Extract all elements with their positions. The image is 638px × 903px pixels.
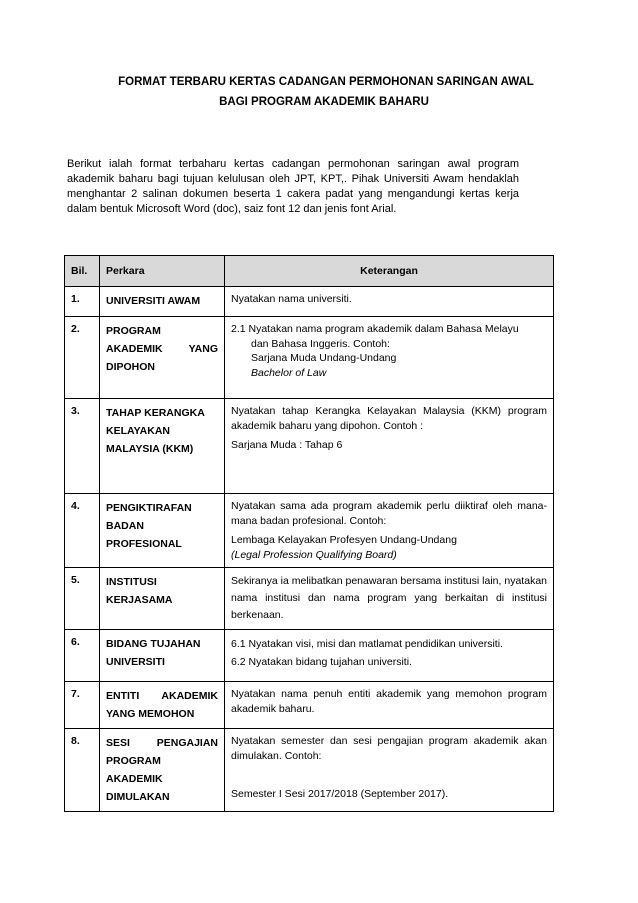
row-description: [225, 630, 554, 682]
row-number: 7.: [65, 682, 100, 729]
row-description: [225, 317, 554, 399]
table-row: [65, 682, 554, 729]
row-number: 8.: [65, 729, 100, 812]
description-line: 6.2 Nyatakan bidang tujahan universiti.: [231, 656, 412, 668]
row-description: [225, 399, 554, 494]
row-description: [225, 494, 554, 568]
description-line: Lembaga Kelayakan Profesyen Undang-Undang: [231, 534, 457, 546]
row-description: Sekiranya ia melibatkan penawaran bersama institusi lain, nyatakan nama institusi dan nama program yang berkaitan di institusi berkenaan.: [225, 568, 554, 630]
table-row: [65, 494, 554, 568]
row-number: 3.: [65, 399, 100, 494]
row-number: 1.: [65, 287, 100, 317]
table-row: [65, 568, 554, 630]
row-number: 6.: [65, 630, 100, 682]
description-line: Sarjana Muda : Tahap 6: [231, 439, 343, 451]
description-line: 6.1 Nyatakan visi, misi dan matlamat pendidikan universiti.: [231, 638, 503, 650]
row-item: PROGRAM AKADEMIK YANG DIPOHON: [100, 317, 225, 399]
header-perkara: Perkara: [100, 256, 225, 287]
description-line: Nyatakan semester dan sesi pengajian program akademik akan dimulakan. Contoh:: [231, 735, 547, 762]
table-row: [65, 317, 554, 399]
row-item: BIDANG TUJAHAN UNIVERSITI: [100, 630, 225, 682]
row-item: PENGIKTIRAFAN BADAN PROFESIONAL: [100, 494, 225, 568]
description-line: 2.1 Nyatakan nama program akademik dalam Bahasa Melayu: [231, 323, 519, 335]
table-header-row: [65, 256, 554, 287]
document-title-line-2: BAGI PROGRAM AKADEMIK BAHARU: [219, 96, 429, 108]
row-number: 2.: [65, 317, 100, 399]
description-line: Nyatakan sama ada program akademik perlu diiktiraf oleh mana-mana badan profesional. Contoh:: [231, 500, 547, 527]
row-number: 5.: [65, 568, 100, 630]
row-item: SESI PENGAJIAN PROGRAM AKADEMIK DIMULAKAN: [100, 729, 225, 812]
row-item: UNIVERSITI AWAM: [100, 287, 225, 317]
row-item: INSTITUSI KERJASAMA: [100, 568, 225, 630]
table-row: [65, 287, 554, 317]
row-description: [225, 729, 554, 812]
intro-paragraph: Berikut ialah format terbaharu kertas cadangan permohonan saringan awal program akademik baharu bagi tujuan kelulusan oleh JPT, KPT,. Pihak Universiti Awam hendaklah menghantar 2 salinan dokumen beserta 1 cakera padat yang mengandungi kertas kerja dalam bentuk Microsoft Word (doc), saiz font 12 dan jenis font Arial.: [67, 158, 519, 215]
header-bil: Bil.: [65, 256, 100, 287]
description-line: Nyatakan tahap Kerangka Kelayakan Malaysia (KKM) program akademik baharu yang dipohon. Contoh :: [231, 405, 547, 432]
header-keterangan: Keterangan: [225, 256, 554, 287]
row-number: 4.: [65, 494, 100, 568]
row-item: ENTITI AKADEMIK YANG MEMOHON: [100, 682, 225, 729]
description-line: Bachelor of Law: [251, 366, 327, 379]
table-row: [65, 729, 554, 812]
row-description: Nyatakan nama penuh entiti akademik yang memohon program akademik baharu.: [225, 682, 554, 729]
proposal-format-table: [64, 255, 554, 812]
description-line: Semester I Sesi 2017/2018 (September 2017).: [231, 788, 449, 800]
row-item: TAHAP KERANGKA KELAYAKAN MALAYSIA (KKM): [100, 399, 225, 494]
row-description: Nyatakan nama universiti.: [225, 287, 554, 317]
table-row: [65, 630, 554, 682]
description-line: (Legal Profession Qualifying Board): [231, 548, 397, 561]
document-title-line-1: FORMAT TERBARU KERTAS CADANGAN PERMOHONAN SARINGAN AWAL: [118, 76, 534, 88]
description-line: dan Bahasa Inggeris. Contoh:: [251, 337, 390, 350]
description-line: Sarjana Muda Undang-Undang: [251, 352, 397, 364]
table-row: [65, 399, 554, 494]
